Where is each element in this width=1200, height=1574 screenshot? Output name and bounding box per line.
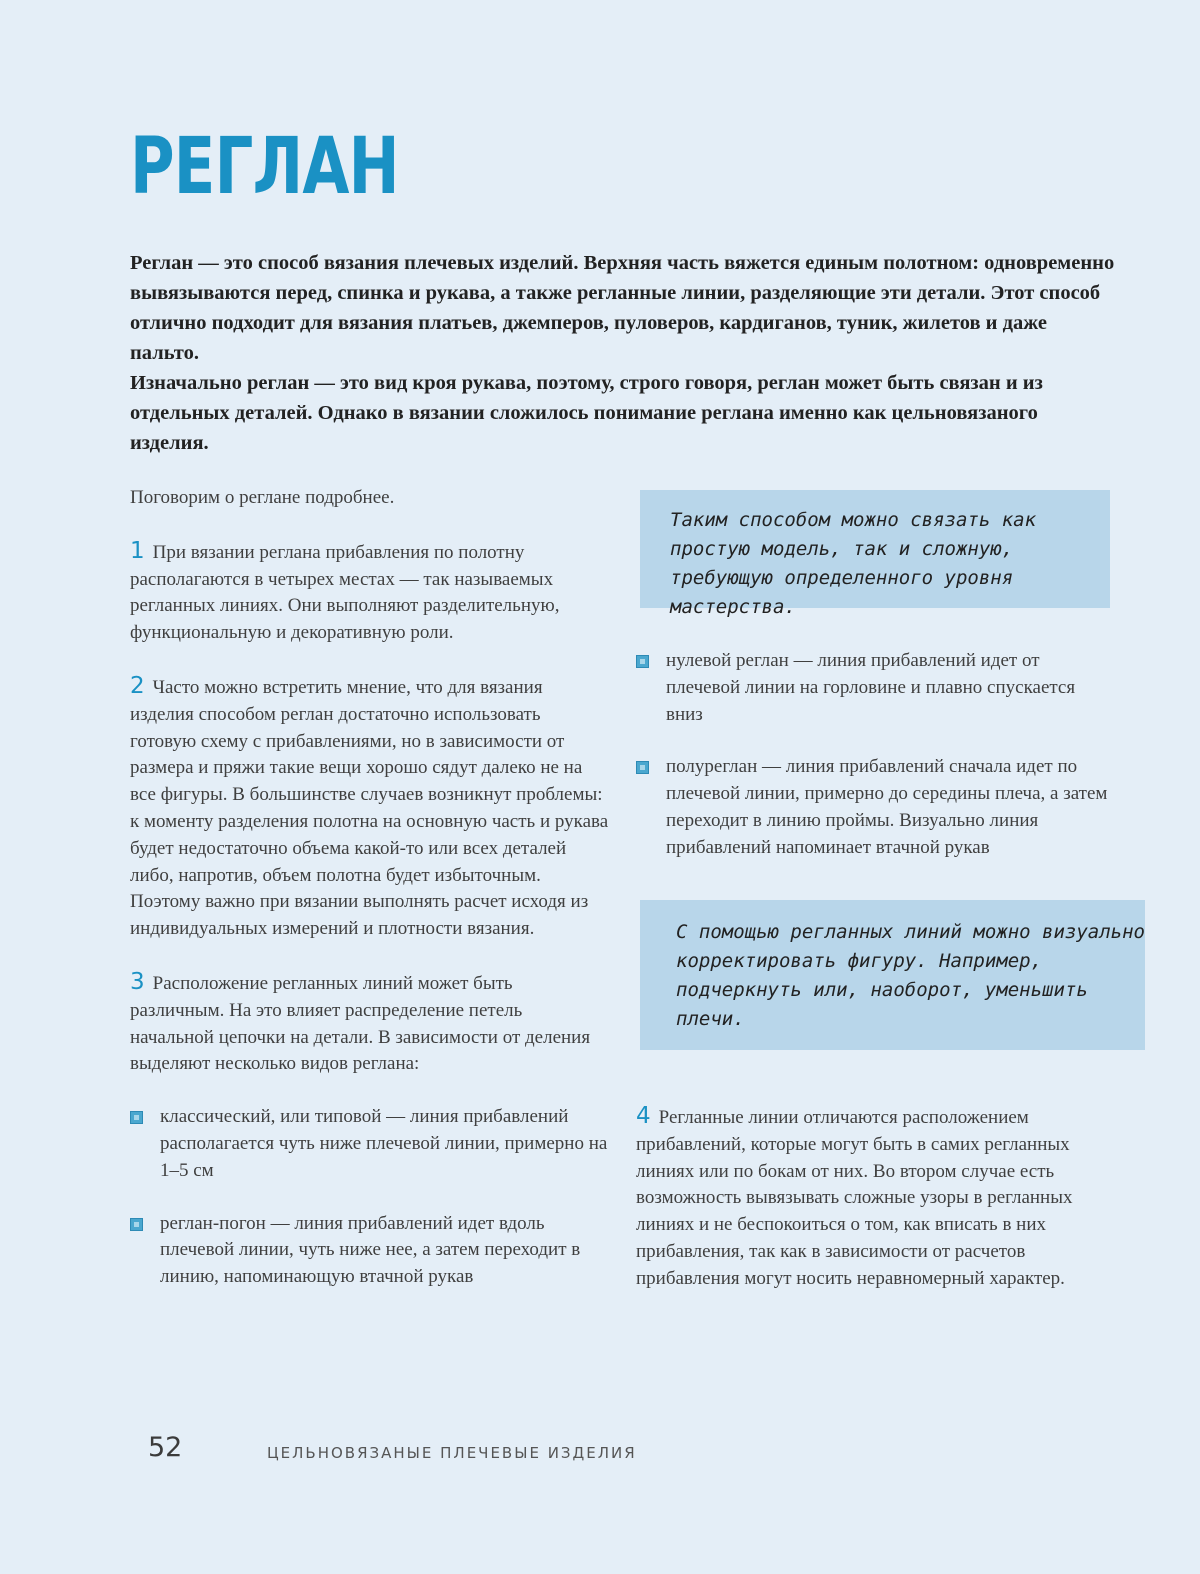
list-item-text: нулевой реглан — линия прибавлений идет от плечевой линии на горловине и плавно спускается вниз (666, 650, 1076, 725)
right-column-bullets (636, 648, 1116, 888)
list-item-text: реглан-погон — линия прибавлений идет вдоль плечевой линии, чуть ниже нее, а затем переходит в линию, напоминающую втачной рукав (160, 1212, 581, 1288)
right-column-paragraph (636, 1103, 1116, 1319)
lead-text: Поговорим о реглане подробнее. (130, 487, 395, 508)
page-title: РЕГЛАН (130, 122, 399, 212)
left-column (130, 485, 610, 1317)
callout-text: Таким способом можно связать как простую модель, так и сложную, требующую определенного уровня мастерства. (670, 509, 1037, 618)
intro (130, 248, 1120, 458)
running-footer: ЦЕЛЬНОВЯЗАНЫЕ ПЛЕЧЕВЫЕ ИЗДЕЛИЯ (267, 1444, 637, 1462)
paragraph-text: Расположение регланных линий может быть различным. На это влияет распределение петель начальной цепочки на детали. В зависимости от деления выделяют несколько видов реглана: (130, 972, 591, 1075)
paragraph-number: 1 (130, 537, 145, 564)
square-bullet-icon (130, 1111, 143, 1124)
list-item-text: полуреглан — линия прибавлений сначала идет по плечевой линии, примерно до середины плеча, а затем переходит в линию проймы. Визуально линия прибавлений напоминает втачной рукав (666, 756, 1108, 858)
paragraph-text: Регланные линии отличаются расположением прибавлений, которые могут быть в самих регланных линиях или по бокам от них. Во втором случае есть возможность вывязывать сложные узоры в регланных линиях и не беспокоиться о том, как вписать в них прибавления, так как в зависимости от расчетов прибавления могут носить неравномерный характер. (636, 1107, 1073, 1289)
paragraph-number: 4 (636, 1103, 651, 1129)
paragraph-text: При вязании реглана прибавления по полотну располагаются в четырех местах — так называемых регланных линиях. Они выполняют разделительную, функциональную и декоративную роли. (130, 541, 560, 644)
callout-text: С помощью регланных линий можно визуально корректировать фигуру. Например, подчеркнуть или, наоборот, уменьшить плечи. (676, 921, 1145, 1030)
numbered-paragraph (130, 673, 610, 943)
square-bullet-icon (636, 655, 649, 668)
square-bullet-icon (130, 1218, 143, 1231)
list-item (130, 1211, 610, 1291)
paragraph-number: 2 (130, 672, 145, 699)
numbered-paragraph (636, 1103, 1116, 1293)
numbered-paragraph (130, 969, 610, 1078)
intro-paragraph: Изначально реглан — это вид кроя рукава, поэтому, строго говоря, реглан может быть связан и из отдельных деталей. Однако в вязании сложилось понимание реглана именно как цельновязаного изделия. (130, 372, 1043, 454)
numbered-paragraph (130, 538, 610, 647)
paragraph-number: 3 (130, 968, 145, 995)
list-item (130, 1104, 610, 1184)
square-bullet-icon (636, 761, 649, 774)
callout-note (640, 490, 1110, 618)
intro-paragraph: Реглан — это способ вязания плечевых изделий. Верхняя часть вяжется единым полотном: одновременно вывязываются перед, спинка и рукава, а также регланные линии, разделяющие эти детали. Этот способ отлично подходит для вязания платьев, джемперов, пуловеров, кардиганов, туник, жилетов и даже пальто. (130, 252, 1115, 364)
callout-note (640, 900, 1145, 1050)
paragraph-text: Часто можно встретить мнение, что для вязания изделия способом реглан достаточно использовать готовую схему с прибавлениями, но в зависимости от размера и пряжи такие вещи хорошо сядут далеко не на все фигуры. В большинстве случаев возникнут проблемы: к моменту разделения полотна на основную часть и рукава будет недостаточно объема какой-то или всех деталей либо, напротив, объем полотна будет избыточным. Поэтому важно при вязании выполнять расчет исходя из индивидуальных измерений и плотности вязания. (130, 676, 609, 940)
list-item-text: классический, или типовой — линия прибавлений располагается чуть ниже плечевой линии, примерно на 1–5 см (160, 1106, 608, 1181)
list-item (636, 648, 1116, 728)
list-item (636, 754, 1116, 861)
page-number: 52 (148, 1432, 183, 1463)
